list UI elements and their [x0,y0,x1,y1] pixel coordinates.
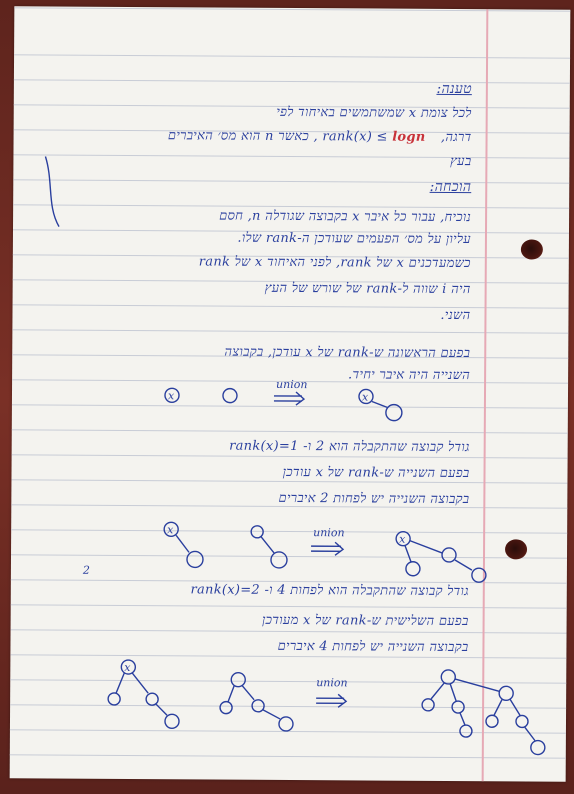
node-x-label: x [167,389,175,403]
proof-line-12: בפעם השלישית ש-rank של x מעודכן [261,612,469,630]
union-label-1: union [276,377,308,392]
node [252,700,264,712]
claim-heading: טענה: [436,80,472,98]
node [165,714,179,728]
proof-line-5: השני. [440,307,471,324]
edge [261,537,274,553]
node-x-label: x [167,523,174,537]
node [406,562,420,576]
union-arrow-3 [316,694,346,707]
union-arrow-2 [311,542,343,555]
rank-inequality: rank(x) ≤ [322,129,393,145]
union-label-2: union [313,526,345,540]
edges [116,673,167,715]
union-arrow-1 [274,392,304,405]
node [486,715,498,727]
tree-edge [372,402,388,408]
node [251,526,263,538]
merged-root [441,670,455,684]
node [231,673,245,687]
claim-line-1: לכל צומת x שמשתמשים באיחוד לפי [276,104,472,122]
edge [176,535,189,552]
tree-root-x-label: x [399,532,406,546]
claim-line-3-rest: , כאשר n הוא מס׳ האיברים [167,128,323,145]
node [472,568,486,582]
node [220,702,232,714]
node [499,686,513,700]
proof-line-3: כשמעדכנים x של rank, לפני האיחוד x של rank [198,254,471,272]
diagram-two-union [164,522,486,582]
node [146,693,158,705]
node [531,740,545,754]
node [108,693,120,705]
proof-line-7: השנייה היה איבר יחיד. [348,367,471,384]
node [516,715,528,727]
proof-line-9: בפעם השנייה ש-rank של x עודכן [282,464,470,482]
edges [405,541,472,570]
node [279,717,293,731]
node [460,725,472,737]
proof-line-1: נוכיח, עבור כל איבר x בקבוצה שגודלה n, חסם [219,208,472,226]
diagram-four-union [108,660,546,755]
union-label-3: union [316,676,348,690]
diagram-single-union [165,377,402,420]
margin-bracket [45,157,59,227]
logn-red: logn [392,129,426,145]
node [223,389,237,403]
edges [431,679,535,741]
node [452,701,464,713]
superscript-two: 2 [82,563,90,577]
claim-line-2: דרגה, [440,129,472,146]
notebook-page [10,6,571,781]
tree-root-x-label: x [361,390,369,404]
proof-line-6: בפעם הראשונה ש-rank של x עודכן, בקבוצה [224,344,471,362]
node [442,548,456,562]
node [187,551,203,567]
proof-line-13: בקבוצה השנייה יש לפחות 4 איברים [277,638,469,656]
node [271,552,287,568]
tree-root-x-label: x [124,660,131,675]
proof-heading: הוכחה: [429,178,472,196]
node [422,699,434,711]
claim-line-4: בעץ [450,153,472,170]
proof-line-10: בקבוצה השנייה יש לפחות 2 איברים [278,490,470,508]
proof-line-11: גודל קבוצה שהתקבלה הוא לפחות 4 ו- rank(x)=2 [190,582,469,600]
hand-drawn-diagrams [10,6,571,781]
proof-line-8: גודל קבוצה שהתקבלה הוא 2 ו- rank(x)=1 [229,438,470,456]
proof-line-4: היה i שווה ל-rank של שורש של העץ [264,280,471,298]
proof-line-2: עליון על מס׳ הפעמים שעודכן ה-rank שלו. [237,230,471,248]
tree-child [386,405,402,421]
